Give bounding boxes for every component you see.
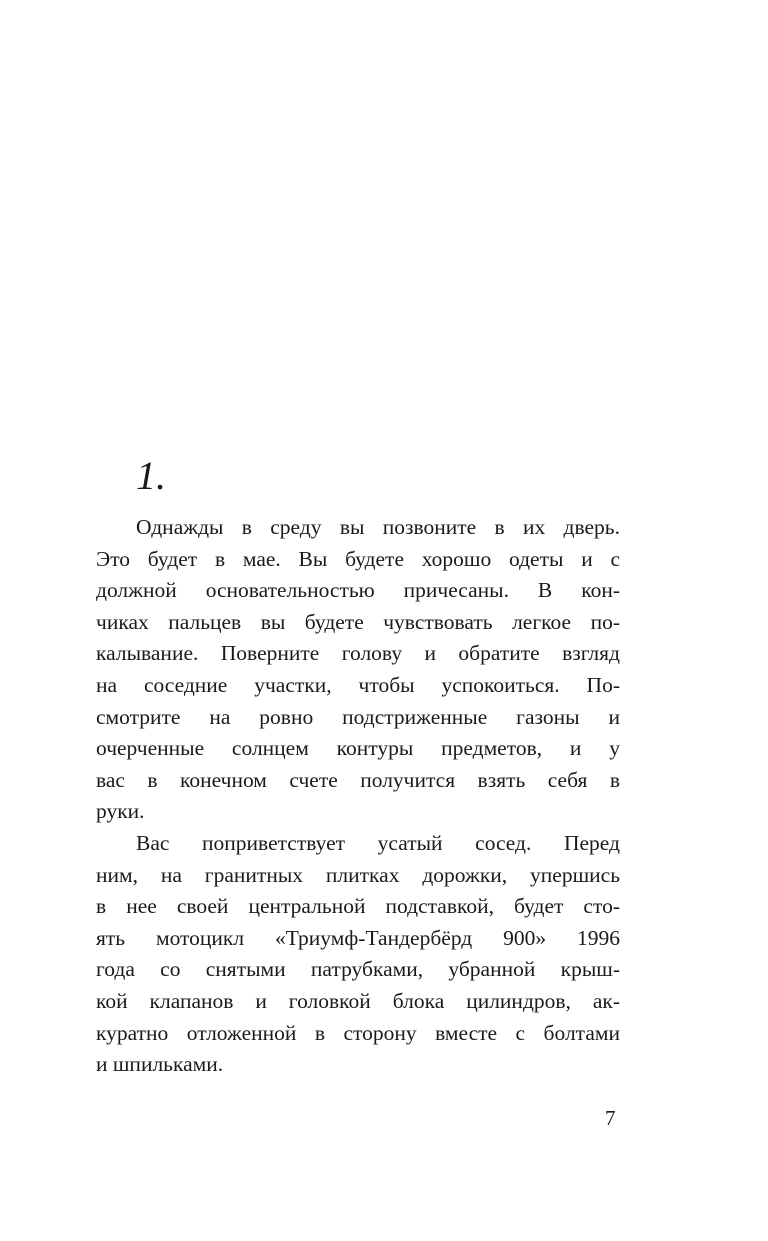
paragraph-2-line-3: в нее своей центральной подставкой, будет сто- [96,894,620,919]
paragraph-1-line-9: вас в конечном счете получится взять себя в [96,767,620,792]
paragraph-1-line-2: Это будет в мае. Вы будете хорошо одеты и с [96,546,620,571]
paragraph-1-line-4: чиках пальцев вы будете чувствовать легкое по- [96,609,620,634]
paragraph-1-line-1: Однажды в среду вы позвоните в их дверь. [136,515,620,539]
paragraph-2-line-6: кой клапанов и головкой блока цилиндров, ак- [96,988,620,1013]
paragraph-2-line-4: ять мотоцикл «Триумф-Тандербёрд 900» 1996 [96,925,620,950]
page-number: 7 [605,1106,616,1130]
paragraph-2-line-8: и шпильками. [96,1052,224,1077]
paragraph-1-line-7: смотрите на ровно подстриженные газоны и [96,704,620,729]
paragraph-2-line-7: куратно отложенной в сторону вместе с болтами [96,1020,620,1045]
paragraph-2-line-5: года со снятыми патрубками, убранной крыш- [96,957,620,982]
paragraph-1-line-8: очерченные солнцем контуры предметов, и у [96,736,620,761]
paragraph-2-line-2: ним, на гранитных плитках дорожки, упершись [96,862,620,887]
chapter-number: 1. [136,453,166,498]
paragraph-1-line-10: руки. [96,799,145,824]
paragraph-1-line-5: калывание. Поверните голову и обратите взгляд [96,641,620,666]
paragraph-1-line-6: на соседние участки, чтобы успокоиться. По- [96,672,620,697]
paragraph-2-line-1: Вас поприветствует усатый сосед. Перед [136,830,620,855]
paragraph-1-line-3: должной основательностью причесаны. В кон- [96,578,620,603]
body-text [96,512,620,1081]
